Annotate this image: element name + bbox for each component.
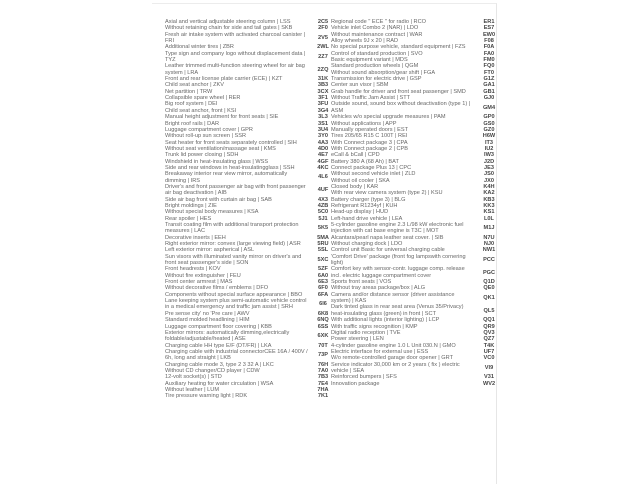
equipment-code: UF7 [483, 348, 495, 355]
equipment-description: Standard production wheels | QGM [331, 63, 419, 70]
equipment-description: Without tray areas package/box | ALG [331, 285, 426, 292]
equipment-code: 5ZF [318, 266, 328, 273]
equipment-code: 2ZQ [317, 66, 329, 73]
equipment-row [165, 222, 329, 235]
equipment-code: 7HA [317, 386, 329, 393]
equipment-description: Charging cable mode 3, type 2 3 32 A | LKC [165, 361, 274, 368]
equipment-description: Manually operated doors | EST [331, 126, 409, 133]
equipment-description: Camera and/or distance sensor (driver assistance system) | KAS [331, 291, 455, 305]
equipment-code: QR9 [483, 323, 495, 330]
equipment-code: 6NQ [317, 317, 329, 324]
equipment-code: JS0 [484, 171, 494, 178]
equipment-code: 31K [317, 76, 329, 83]
equipment-code: QV3 [483, 329, 495, 336]
equipment-description: Head-up display | HUD [331, 209, 389, 216]
equipment-code: 6K8 [317, 310, 329, 317]
equipment-description: Decorative inserts | EEH [165, 234, 226, 241]
equipment-description: Without retaining chain for side and tail gates | SKB [165, 25, 293, 32]
equipment-description: Without fire extinguisher | FEU [165, 272, 241, 279]
equipment-code: QK1 [483, 294, 495, 301]
equipment-code: 4GF [317, 158, 329, 165]
equipment-code: QE0 [483, 285, 495, 292]
equipment-row [165, 253, 329, 267]
equipment-description: Additional winter tires | ZBR [165, 44, 234, 51]
equipment-description: Left-hand drive vehicle | LEA [331, 215, 403, 222]
equipment-code: 4D0 [317, 145, 329, 152]
equipment-description: Transmission for electric drive | GSP [331, 76, 422, 83]
equipment-row [331, 291, 495, 305]
equipment-description: Side air bag front with curtain air bag | SAB [165, 196, 272, 203]
equipment-code: 6E3 [318, 279, 328, 286]
equipment-code: 7E4 [318, 380, 328, 387]
equipment-code: JE3 [484, 164, 494, 171]
equipment-description: Innovation package [331, 380, 380, 387]
equipment-row [165, 31, 328, 45]
equipment-code: VI9 [484, 364, 494, 371]
equipment-row [165, 50, 328, 64]
equipment-code: 2C5 [317, 19, 329, 25]
equipment-code: KB3 [483, 196, 495, 203]
equipment-description: Without applications | APP [331, 120, 397, 127]
equipment-code: 6F0 [318, 285, 328, 292]
equipment-code: 3S1 [318, 120, 328, 127]
equipment-code: IT3 [484, 139, 494, 146]
equipment-description: Child seat anchor | ZKV [165, 82, 224, 89]
equipment-code: 3G4 [317, 107, 329, 114]
equipment-code: GB1 [483, 88, 495, 95]
equipment-description: Without charging dock | LDO [331, 241, 403, 248]
equipment-list-right [331, 19, 496, 387]
equipment-code: L0L [484, 215, 494, 222]
equipment-code: 2V5 [318, 34, 328, 41]
equipment-code: KK3 [483, 202, 495, 209]
equipment-description: Battery 380 A (68 Ah) | BAT [331, 158, 399, 165]
equipment-code: 4UF [317, 187, 329, 194]
equipment-description: Driver's and front passenger air bag with front passenger air bag deactivation | AIB [165, 183, 306, 197]
equipment-description: 5-cylinder gasoline engine 2.3 L/98 kW electronic fuel injection with cat base engine is T3C | MOT [331, 222, 464, 235]
equipment-description: Grab handle for driver and front seat passenger | SMD [331, 88, 466, 95]
equipment-description: Seat heater for front seats separately controlled | SIH [165, 139, 297, 146]
equipment-description: With traffic signs recognition | KMP [331, 323, 418, 330]
equipment-code: 5RU [317, 241, 329, 248]
equipment-code: 7B3 [317, 374, 329, 381]
equipment-code: JX0 [484, 177, 494, 184]
equipment-code: 2F0 [318, 25, 328, 32]
equipment-description: Lane keeping system plus semi-automatic vehicle control in a medical emergency and traffic jam assist | SRH [165, 298, 307, 311]
equipment-code: IW3 [484, 152, 494, 159]
equipment-description: Reinforced bumpers | SFS [331, 374, 397, 381]
equipment-code: 3CX [317, 88, 329, 95]
equipment-description: Dark tinted glass in rear seat area (Venus 35/Privacy) heat-insulating glass (green) in front | SCT [331, 304, 464, 317]
equipment-code: 3F1 [318, 95, 328, 102]
equipment-code: 6A0 [317, 272, 329, 279]
equipment-description: Without CD changer/CD player | CDW [165, 367, 260, 374]
equipment-code: 4A3 [317, 139, 329, 146]
equipment-code: 3B3 [317, 82, 329, 89]
equipment-description: Vehicles w/o special upgrade measures | PAM [331, 114, 446, 121]
equipment-code: 3L3 [318, 114, 328, 121]
equipment-description: Pre sense city' no 'Pre care | AWV [165, 310, 250, 317]
equipment-description: Alloy wheels 9J x 20 | RAD [331, 38, 399, 45]
equipment-code: FQ0 [483, 63, 495, 70]
equipment-description: With Connect package 2 | CPB [331, 145, 409, 152]
equipment-description: Big roof system | DEI [165, 101, 218, 108]
equipment-description: Fresh air intake system with activated charcoal canister | FRI [165, 31, 306, 45]
equipment-description: Without special body measures | KSA [165, 209, 259, 216]
equipment-description: Without leather | LUM [165, 386, 219, 393]
equipment-row [165, 393, 329, 400]
equipment-row [165, 183, 329, 197]
equipment-description: Luggage compartment floor covering | KBB [165, 323, 272, 330]
equipment-code: 2WL [317, 44, 329, 51]
equipment-description: Outside sound, sound box without deactivation (type 1) | ASM [331, 101, 471, 114]
equipment-code: 2Z7 [318, 53, 328, 60]
equipment-description: Tires 205/65 R15 C 100T | REI [331, 133, 408, 140]
equipment-description: Without Traffic Jam Assist | STT [331, 95, 411, 102]
equipment-code: 4ZB [317, 202, 329, 209]
equipment-description: Bright moldings | ZIE [165, 202, 217, 209]
equipment-description: Front center armrest | MAS [165, 279, 233, 286]
equipment-code: 6XK [317, 333, 329, 340]
equipment-description: Bright roof rails | DAR [165, 120, 219, 127]
equipment-description: W/o remote-controlled garage door opener | GRT [331, 355, 453, 362]
equipment-description: Components without special surface appearance | BBO [165, 291, 303, 298]
equipment-description: Transit coating film with additional transport protection measures | LAC [165, 222, 299, 235]
equipment-description: Axial and vertical adjustable steering column | LSS [165, 19, 291, 25]
equipment-description: Sun visors with illuminated vanity mirror on driver's and front seat passenger's side | SON [165, 253, 302, 267]
equipment-code: QZ7 [483, 336, 495, 343]
equipment-description: Luggage compartment cover | GPR [165, 126, 253, 133]
equipment-description: 4-cylinder gasoline engine 1.0 L Unit 030.N | GMO [331, 342, 456, 349]
equipment-code: T4K [483, 342, 495, 349]
equipment-description: Trunk lid power closing | SDH [165, 152, 239, 159]
equipment-code: KS1 [483, 209, 495, 216]
equipment-description: Child seat anchor, front | KSI [165, 107, 237, 114]
equipment-code: 5K5 [317, 225, 329, 232]
equipment-code: 7A0 [317, 367, 329, 374]
equipment-code: QL5 [483, 307, 495, 314]
equipment-description: Without maintenance contract | WAR [331, 31, 423, 38]
equipment-code: 73P [318, 352, 328, 359]
equipment-description: Type sign and company logo without displacement data | TYZ [165, 50, 306, 64]
equipment-row [331, 101, 496, 114]
equipment-description: Electric interface for external use | ESS [331, 348, 429, 355]
equipment-description: Power steering | LEN [331, 336, 384, 343]
equipment-description: Leather trimmed multi-function steering wheel for air bag system | LRA [165, 63, 305, 76]
equipment-code: GM4 [482, 104, 496, 111]
equipment-code: GJ0 [483, 95, 495, 102]
equipment-code: J2D [483, 158, 495, 165]
equipment-description: Without decorative films / emblems | DFO [165, 285, 269, 292]
equipment-description: Rear spoiler | HES [165, 215, 212, 222]
equipment-description: 'Comfort Drive' package (front fog lampswith cornering light) [331, 253, 466, 267]
equipment-description: Alcantara/pearl napa leather seat cover. | SIB [331, 234, 444, 241]
equipment-code: 4X3 [318, 196, 328, 203]
equipment-description: Connect package Plus 13 | CPC [331, 164, 412, 171]
equipment-row [165, 298, 325, 311]
equipment-description: Windshield in heat-insulating glass | WSS [165, 158, 269, 165]
equipment-list-left [165, 19, 329, 400]
equipment-description: Front headrests | KOV [165, 266, 221, 273]
equipment-code: F08 [484, 38, 494, 45]
equipment-code: 5J1 [318, 215, 328, 222]
equipment-code: 3U4 [317, 126, 329, 133]
equipment-code: GS0 [483, 120, 495, 127]
equipment-row [331, 380, 496, 387]
equipment-description: Collapsible spare wheel | RER [165, 95, 241, 102]
equipment-description: With additional lights (interior lighting) | LCP [331, 317, 440, 324]
equipment-code: 5C0 [317, 209, 329, 216]
equipment-description: Breakaway interior rear view mirror, automatically dimming | IRS [165, 171, 288, 184]
equipment-code: KA2 [483, 190, 495, 197]
equipment-description: Battery charger (type 3) | BLG [331, 196, 406, 203]
equipment-code: WV2 [482, 380, 496, 387]
equipment-description: Digital radio reception | TVE [331, 329, 401, 336]
equipment-code: PGC [482, 269, 496, 276]
equipment-description: Exterior mirrors: automatically dimming,electrically foldable/adjustable/heated | ASE [165, 329, 290, 343]
equipment-code: IU2 [484, 145, 494, 152]
equipment-code: V31 [484, 374, 494, 381]
equipment-code: F0A [483, 44, 495, 51]
equipment-row [165, 171, 328, 184]
equipment-description: Without oil cooler | SKA [331, 177, 390, 184]
equipment-code: GP0 [483, 114, 495, 121]
equipment-description: Control of standard production | SVO [331, 50, 423, 57]
equipment-description: Refrigerant R1234yf | KUH [331, 202, 398, 209]
equipment-description: Vehicle inlet Combo 2 (NAR) | LDO [331, 25, 419, 32]
equipment-description: Left exterior mirror: aspherical | ASL [165, 247, 255, 254]
equipment-description: Side and rear windows in heat-insulatingglass | SSH [165, 164, 295, 171]
equipment-description: Front and rear license plate carrier (ECE) | KZT [165, 76, 283, 83]
equipment-description: Right exterior mirror: convex (large viewing field) | ASR [165, 241, 301, 248]
equipment-description: Center sun visor | SBM [331, 82, 389, 89]
equipment-code: 6SS [317, 323, 329, 330]
equipment-row [331, 304, 495, 317]
equipment-code: ES7 [483, 25, 495, 32]
equipment-description: Charging cable HH type E/F (DT/FR) | LKA [165, 342, 272, 349]
equipment-code: 3FU [317, 101, 329, 108]
equipment-description: Standard molded headlining | HIM [165, 317, 250, 324]
equipment-code: 7K1 [317, 393, 329, 400]
equipment-row [331, 222, 495, 235]
equipment-code-sheet [152, 3, 497, 484]
equipment-row [165, 329, 329, 343]
equipment-code: 3Y0 [318, 133, 328, 140]
equipment-description: Manual height adjustment for front seats | SIE [165, 114, 279, 121]
equipment-description: Without seat ventilation/massage seat | KMS [165, 145, 276, 152]
equipment-code: 4E7 [318, 152, 328, 159]
equipment-row [165, 348, 328, 362]
equipment-code: NW1 [482, 247, 496, 254]
equipment-code: 76H [317, 361, 329, 368]
equipment-code: H6W [482, 133, 496, 140]
equipment-description: Net partition | TRW [165, 88, 213, 95]
equipment-code: 6I6 [319, 301, 327, 308]
equipment-description: Without sound absorption/gear shift | FGA [331, 69, 436, 76]
equipment-code: VC0 [483, 355, 495, 362]
equipment-description: Auxiliary heating for water circulation | WSA [165, 380, 274, 387]
equipment-code: K4H [483, 183, 495, 190]
equipment-row [331, 361, 494, 375]
equipment-description: No special purpose vehicle, standard equipment | FZS [331, 44, 466, 51]
equipment-description: Control unit Basic for universal charging cable [331, 247, 445, 254]
equipment-code: GZ0 [483, 126, 495, 133]
equipment-code: NJ0 [483, 241, 495, 248]
equipment-description: Charging cable with industrial connectorCEE 16A / 400V / 6h, long and straight | LKB [165, 348, 308, 362]
equipment-description: With Connect package 3 | CPA [331, 139, 408, 146]
equipment-code: 5SL [317, 247, 329, 254]
equipment-description: Comfort key with sensor-contr. luggage comp. release incl. electric luggage compartment cover [331, 266, 465, 279]
equipment-description: Without second vehicle inlet | ZLD [331, 171, 416, 178]
equipment-description: Without roll-up sun screen | SSR [165, 133, 247, 140]
equipment-code: Q1D [483, 279, 495, 286]
equipment-description: With rear view camera system (type 2) | KSU [331, 190, 443, 197]
equipment-row [165, 63, 329, 76]
equipment-description: 12-volt socket(s) | STD [165, 374, 222, 381]
equipment-code: 6FA [317, 291, 329, 298]
equipment-code: FA0 [483, 50, 495, 57]
equipment-code: FM0 [483, 57, 495, 64]
equipment-row [331, 266, 496, 279]
equipment-code: ER1 [483, 19, 495, 25]
equipment-code: 4L6 [318, 174, 328, 181]
equipment-description: eCall & bCall | CPD [331, 152, 380, 159]
equipment-code: 70T [318, 342, 328, 349]
equipment-description: Service indicator 30,000 km or 2 years ( fix ) electric vehicle | SEA [331, 361, 460, 374]
equipment-code: EW0 [482, 31, 496, 38]
equipment-code: N7U [483, 234, 495, 241]
equipment-description: Regional code " ECE " for radio | RCO [331, 19, 426, 25]
equipment-description: Sports front seats | VOS [331, 279, 392, 286]
equipment-code: QQ1 [483, 317, 495, 324]
equipment-code: 5MA [317, 234, 329, 241]
equipment-code: 4KC [317, 164, 329, 171]
equipment-code: GA1 [483, 82, 495, 89]
equipment-description: Closed body | KAR [331, 183, 379, 190]
equipment-row [331, 253, 495, 267]
equipment-code: FT0 [484, 69, 494, 76]
equipment-code: PCC [483, 256, 495, 263]
equipment-description: Basic equipment variant | MDS [331, 57, 408, 64]
equipment-code: G1Z [483, 76, 495, 83]
equipment-code: 5XC [317, 256, 329, 263]
equipment-description: Tire pressure warning light | RDK [165, 393, 248, 400]
equipment-code: M1J [483, 225, 495, 232]
